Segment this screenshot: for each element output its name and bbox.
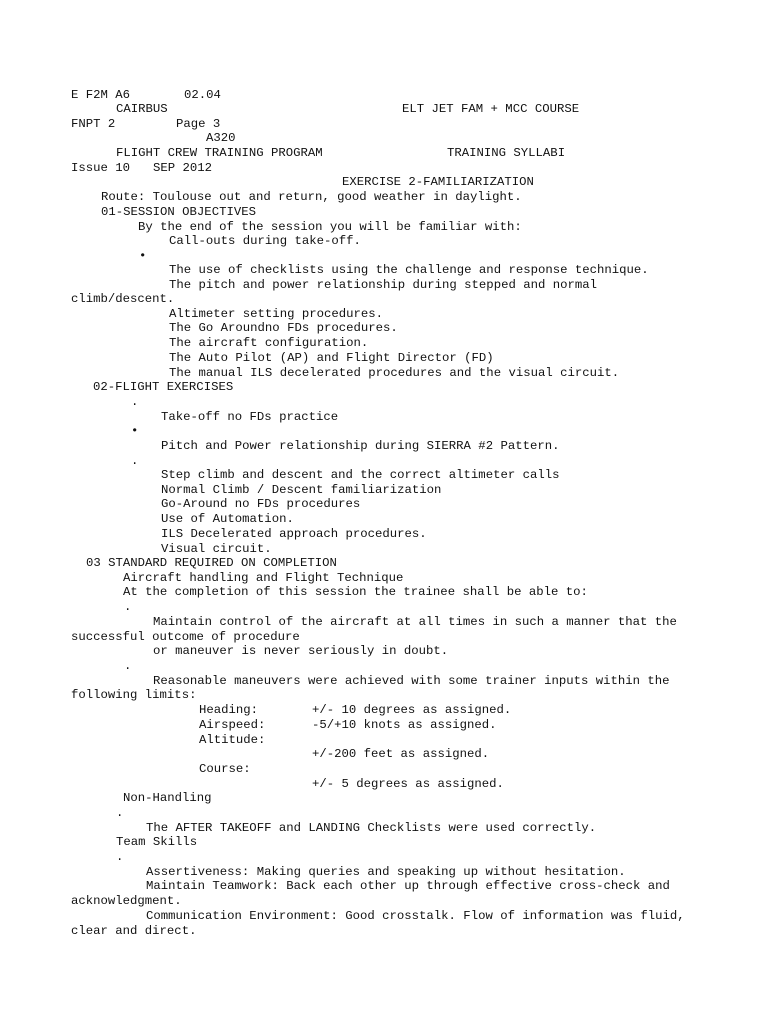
limit-value-heading: +/- 10 degrees as assigned. bbox=[312, 703, 512, 717]
aircraft-type: A320 bbox=[206, 131, 236, 145]
team-skill-item-continued: clear and direct. bbox=[71, 924, 197, 938]
exercise-item: Normal Climb / Descent familiarization bbox=[161, 483, 442, 497]
syllabi-title: TRAINING SYLLABI bbox=[447, 146, 566, 160]
issue-number: Issue 10 bbox=[71, 161, 131, 175]
standard-item-continued: successful outcome of procedure bbox=[71, 630, 300, 644]
objective-item: The Auto Pilot (AP) and Flight Director (FD) bbox=[169, 351, 494, 365]
bullet-icon: • bbox=[131, 424, 139, 438]
dot-marker: . bbox=[124, 600, 132, 614]
route-text: Route: Toulouse out and return, good weather in daylight. bbox=[101, 190, 522, 204]
company-name: CAIRBUS bbox=[116, 102, 168, 116]
exercise-title: EXERCISE 2-FAMILIARIZATION bbox=[342, 175, 534, 189]
limit-value-airspeed: -5/+10 knots as assigned. bbox=[312, 718, 497, 732]
exercise-item: Use of Automation. bbox=[161, 512, 294, 526]
exercise-item: Visual circuit. bbox=[161, 542, 272, 556]
page-number: Page 3 bbox=[176, 117, 221, 131]
limit-label-airspeed: Airspeed: bbox=[199, 718, 266, 732]
team-skill-item: Communication Environment: Good crosstalk. Flow of information was fluid, bbox=[146, 909, 685, 923]
non-handling-heading: Non-Handling bbox=[123, 791, 212, 805]
standard-item-continued: following limits: bbox=[71, 688, 197, 702]
non-handling-item: The AFTER TAKEOFF and LANDING Checklists were used correctly. bbox=[146, 821, 597, 835]
objective-item: The aircraft configuration. bbox=[169, 336, 369, 350]
objective-item: Altimeter setting procedures. bbox=[169, 307, 384, 321]
objective-item: The use of checklists using the challenge and response technique. bbox=[169, 263, 649, 277]
objectives-heading: 01-SESSION OBJECTIVES bbox=[101, 205, 256, 219]
limit-label-altitude: Altitude: bbox=[199, 733, 266, 747]
team-skill-item-continued: acknowledgment. bbox=[71, 894, 182, 908]
dot-marker: . bbox=[116, 850, 124, 864]
team-skill-item: Assertiveness: Making queries and speaking up without hesitation. bbox=[146, 865, 626, 879]
objective-item: The pitch and power relationship during stepped and normal bbox=[169, 278, 598, 292]
limit-value-altitude: +/-200 feet as assigned. bbox=[312, 747, 490, 761]
objective-item-continued: climb/descent. bbox=[71, 292, 175, 306]
exercise-item: Pitch and Power relationship during SIERRA #2 Pattern. bbox=[161, 439, 560, 453]
limit-label-course: Course: bbox=[199, 762, 251, 776]
standard-intro: At the completion of this session the trainee shall be able to: bbox=[123, 585, 588, 599]
exercises-heading: 02-FLIGHT EXERCISES bbox=[93, 380, 234, 394]
doc-version: 02.04 bbox=[184, 88, 221, 102]
standard-item-continued: or maneuver is never seriously in doubt. bbox=[153, 644, 449, 658]
exercise-item: Go-Around no FDs procedures bbox=[161, 497, 361, 511]
exercise-item: ILS Decelerated approach procedures. bbox=[161, 527, 427, 541]
issue-date: SEP 2012 bbox=[153, 161, 213, 175]
dot-marker: . bbox=[131, 395, 139, 409]
course-title: ELT JET FAM + MCC COURSE bbox=[402, 102, 580, 116]
team-skills-heading: Team Skills bbox=[116, 835, 198, 849]
team-skill-item: Maintain Teamwork: Back each other up through effective cross-check and bbox=[146, 879, 670, 893]
exercise-item: Take-off no FDs practice bbox=[161, 410, 339, 424]
exercise-item: Step climb and descent and the correct altimeter calls bbox=[161, 468, 560, 482]
dot-marker: . bbox=[131, 454, 139, 468]
objective-item: The manual ILS decelerated procedures and the visual circuit. bbox=[169, 366, 620, 380]
limit-value-course: +/- 5 degrees as assigned. bbox=[312, 777, 504, 791]
standard-item: Maintain control of the aircraft at all times in such a manner that the bbox=[153, 615, 677, 629]
limit-label-heading: Heading: bbox=[199, 703, 259, 717]
objective-item: The Go Aroundno FDs procedures. bbox=[169, 321, 398, 335]
dot-marker: . bbox=[116, 806, 124, 820]
objective-item: Call-outs during take-off. bbox=[169, 234, 361, 248]
standard-heading: 03 STANDARD REQUIRED ON COMPLETION bbox=[86, 556, 337, 570]
bullet-icon: • bbox=[139, 249, 147, 263]
program-title: FLIGHT CREW TRAINING PROGRAM bbox=[116, 146, 323, 160]
doc-code: E F2M A6 bbox=[71, 88, 131, 102]
objectives-intro: By the end of the session you will be familiar with: bbox=[138, 220, 522, 234]
device-label: FNPT 2 bbox=[71, 117, 116, 131]
standard-item: Reasonable maneuvers were achieved with some trainer inputs within the bbox=[153, 674, 670, 688]
dot-marker: . bbox=[124, 659, 132, 673]
standard-subheading: Aircraft handling and Flight Technique bbox=[123, 571, 404, 585]
